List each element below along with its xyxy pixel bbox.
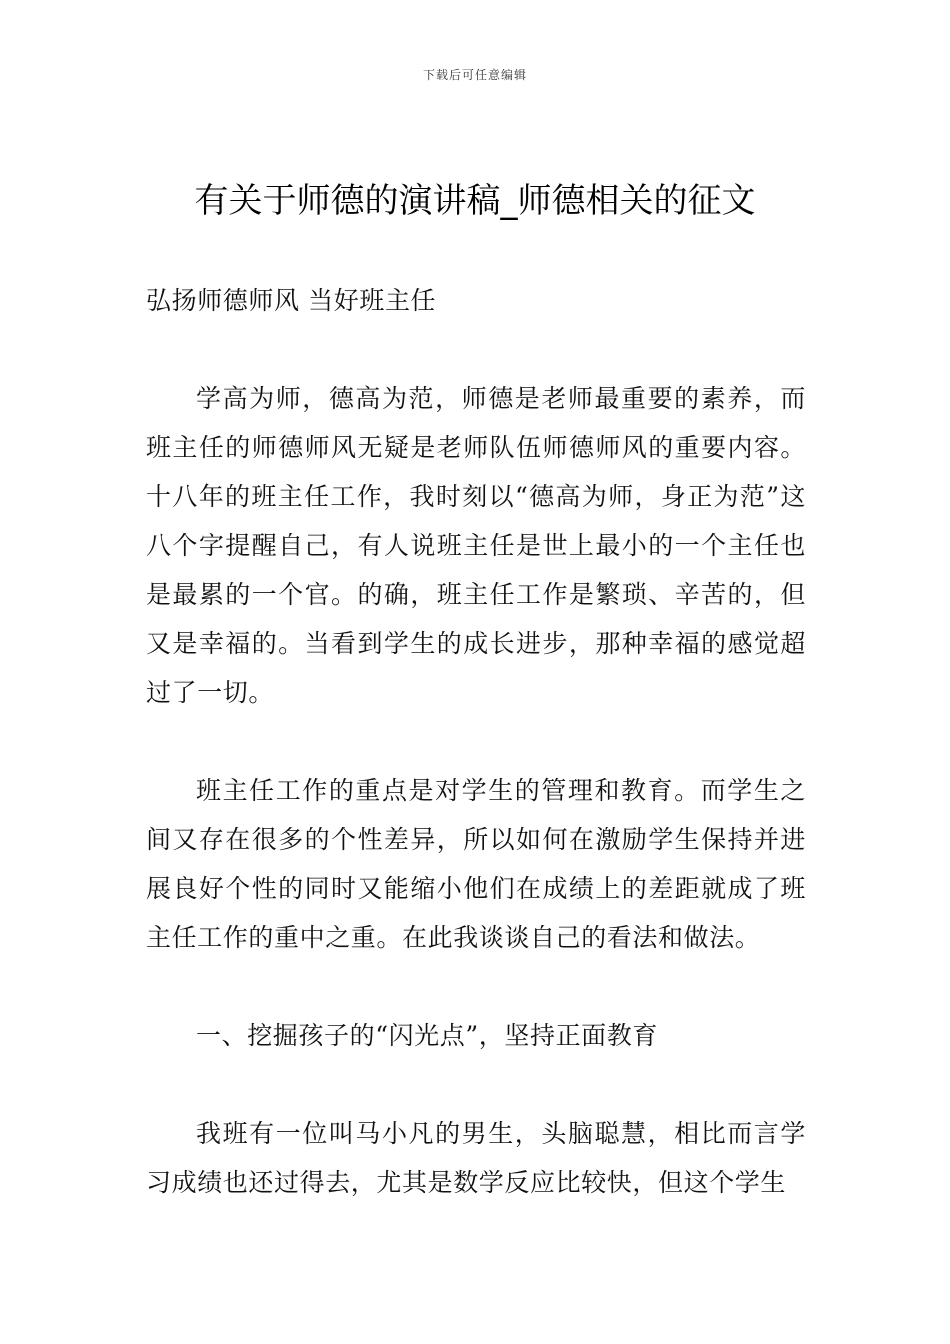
- paragraph-3: 我班有一位叫马小凡的男生，头脑聪慧，相比而言学习成绩也还过得去，尤其是数学反应比较快，但这个学生: [146, 1119, 806, 1197]
- document-subtitle: 弘扬师德师风 当好班主任: [146, 286, 437, 315]
- paragraph-1: 学高为师，德高为范，师德是老师最重要的素养，而班主任的师德师风无疑是老师队伍师德师风的重要内容。十八年的班主任工作，我时刻以“德高为师，身正为范”这八个字提醒自己，有人说班主任是世上最小的一个主任也是最累的一个官。的确，班主任工作是繁琐、辛苦的，但又是幸福的。当看到学生的成长进步，那种幸福的感觉超过了一切。: [146, 384, 806, 707]
- section-heading-1: 一、挖掘孩子的“闪光点”，坚持正面教育: [196, 1021, 658, 1050]
- paragraph-2: 班主任工作的重点是对学生的管理和教育。而学生之间又存在很多的个性差异，所以如何在激励学生保持并进展良好个性的同时又能缩小他们在成绩上的差距就成了班主任工作的重中之重。在此我谈谈自己的看法和做法。: [146, 776, 806, 952]
- document-title: 有关于师德的演讲稿_师德相关的征文: [194, 181, 756, 221]
- document-body: [146, 276, 806, 1207]
- page-header-note: 下载后可任意编辑: [422, 68, 527, 82]
